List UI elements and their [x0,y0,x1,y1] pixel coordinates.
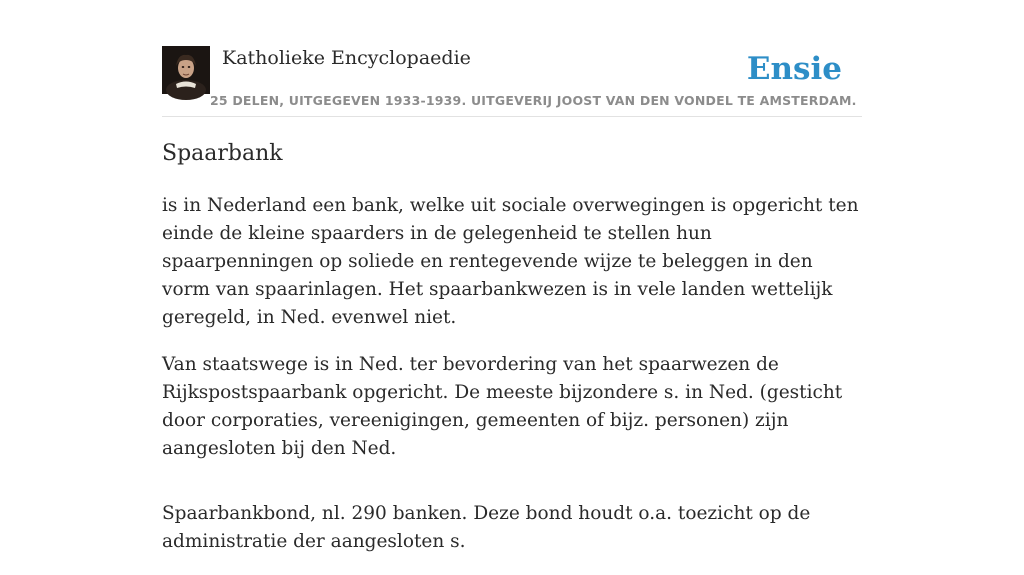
brand-logo[interactable]: Ensie [746,51,842,87]
source-header [162,46,862,117]
source-title[interactable]: Katholieke Encyclopaedie [222,47,471,69]
portrait-avatar-icon[interactable] [162,46,210,94]
paragraph: is in Nederland een bank, welke uit sociale overwegingen is opgericht ten einde de kleine spaarders in de gelegenheid te stellen hun spaarpenningen op soliede en rentegevende wijze te beleggen in den vorm van spaarinlagen. Het spaarbankwezen is in vele landen wettelijk geregeld, in Ned. evenwel niet. [162,195,859,328]
entry-title: Spaarbank [162,141,283,166]
source-subtitle: 25 DELEN, UITGEGEVEN 1933-1939. UITGEVERIJ JOOST VAN DEN VONDEL TE AMSTERDAM. [210,93,857,108]
paragraph: Spaarbankbond, nl. 290 banken. Deze bond houdt o.a. toezicht op de administratie der aangesloten s. [162,503,811,552]
article [162,140,862,575]
paragraph: Van staatswege is in Ned. ter bevordering van het spaarwezen de Rijkspostspaarbank opgericht. De meeste bijzondere s. in Ned. (gesticht door corporaties, vereenigingen, gemeenten of bijz. personen) zijn aangesloten bij den Ned. [162,354,843,459]
